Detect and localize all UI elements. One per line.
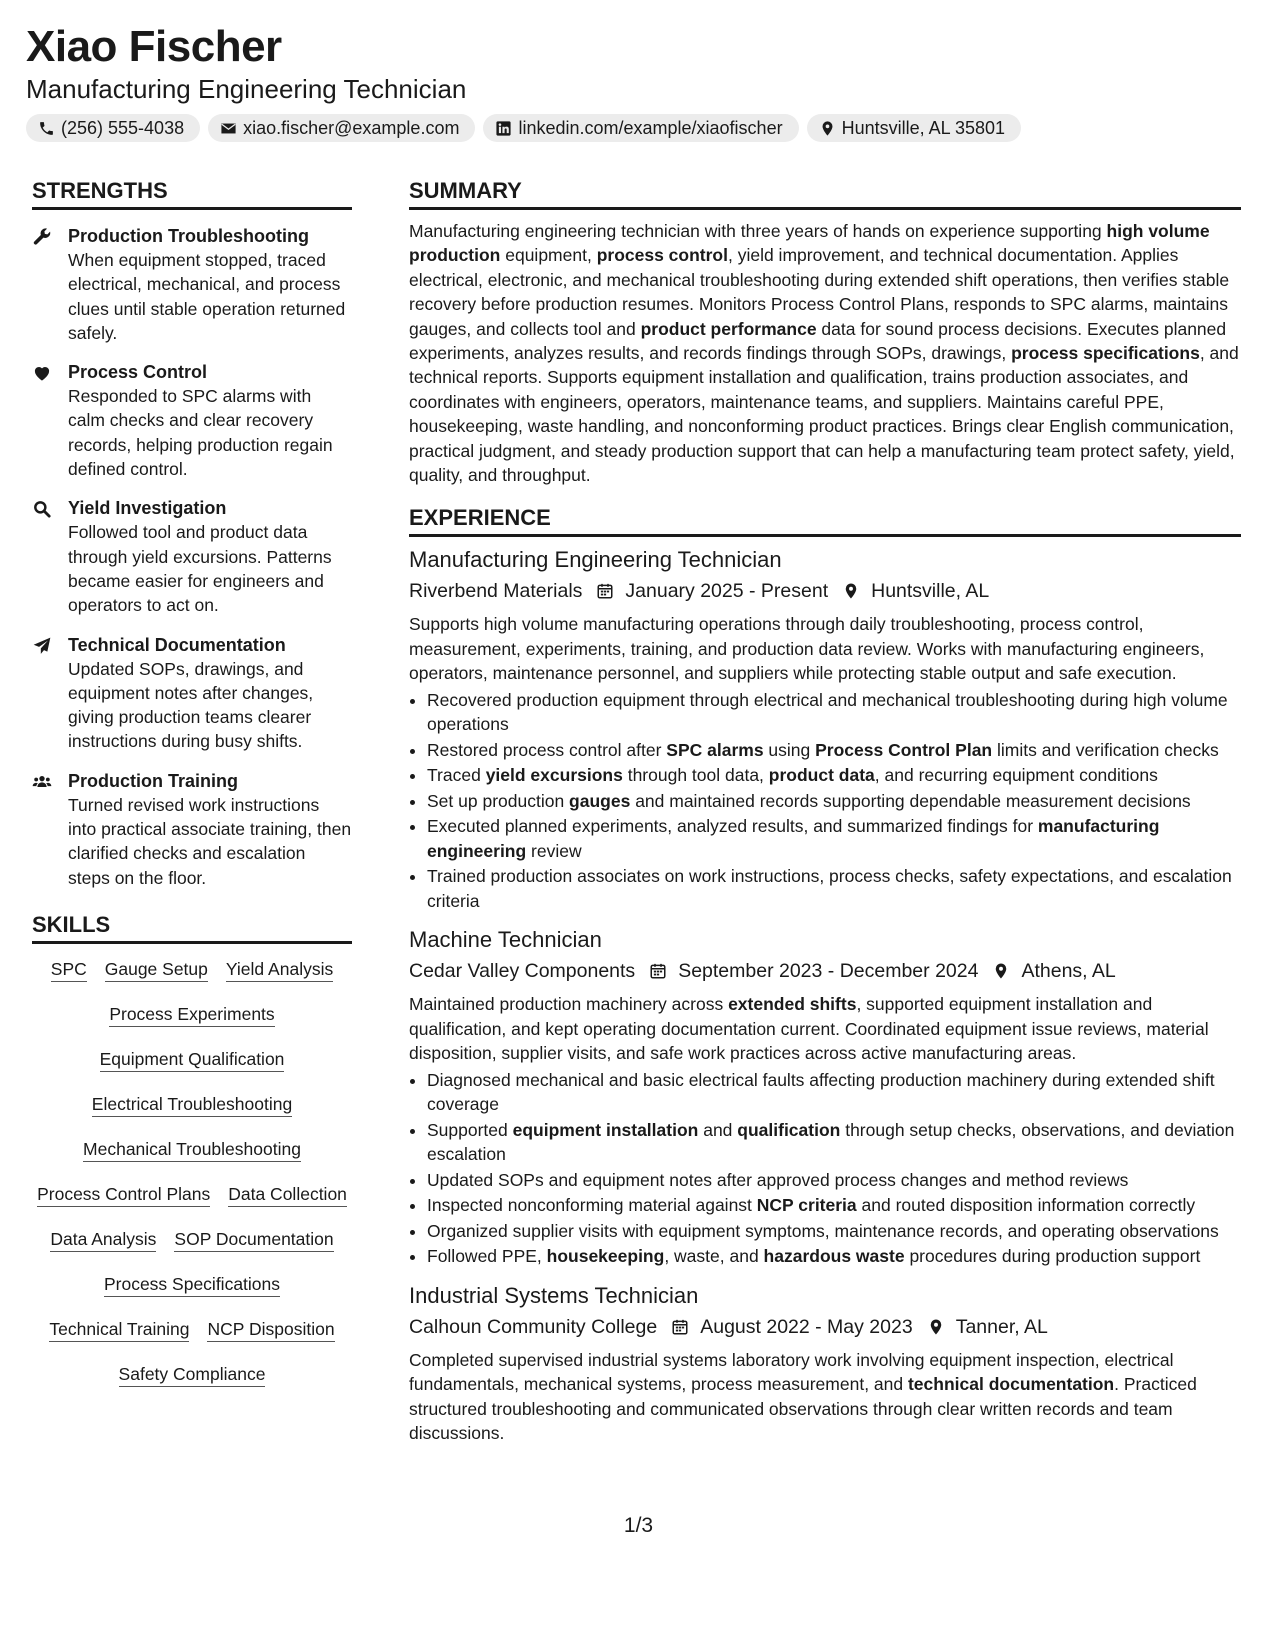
list-item: • Supported equipment installation and qualification through setup checks, observations, and deviation escalation bbox=[427, 1118, 1241, 1167]
job-company: Cedar Valley Components bbox=[409, 960, 636, 983]
job-meta bbox=[409, 1312, 1241, 1342]
list-item: • Organized supplier visits with equipment symptoms, maintenance records, and operating observations bbox=[427, 1219, 1241, 1243]
skill-tag: Process Specifications bbox=[104, 1273, 280, 1297]
job-location: Tanner, AL bbox=[955, 1315, 1048, 1338]
contact-phone-text: (256) 555-4038 bbox=[61, 117, 185, 138]
skill-tag: Process Control Plans bbox=[37, 1183, 210, 1207]
strength-title: Production Troubleshooting bbox=[68, 226, 309, 246]
strengths-heading: STRENGTHS bbox=[32, 178, 352, 210]
job-dates: August 2022 - May 2023 bbox=[700, 1315, 913, 1338]
job-description: Completed supervised industrial systems laboratory work involving equipment inspection, electrical fundamentals, mechanical systems, process measurement, and technical documentation. Practiced structured troubleshooting and communicated observations through clear written records and team discussions. bbox=[409, 1349, 1197, 1443]
paper-plane-icon bbox=[32, 636, 52, 656]
skill-tag: Safety Compliance bbox=[119, 1363, 266, 1387]
job-description: Maintained production machinery across extended shifts, supported equipment installation and qualification, and kept operating documentation current. Coordinated equipment issue reviews, material disposition, supplier visits, and safe work practices across active manufacturing areas. bbox=[409, 994, 1209, 1064]
strength-title: Process Control bbox=[68, 362, 208, 383]
emphasis-text: product performance bbox=[640, 318, 817, 339]
users-icon bbox=[32, 772, 52, 792]
summary-heading: SUMMARY bbox=[409, 178, 1241, 210]
list-item: • Inspected nonconforming material against NCP criteria and routed disposition information correctly bbox=[427, 1193, 1241, 1217]
location-pin-icon bbox=[927, 1318, 945, 1336]
emphasis-text: equipment installation bbox=[512, 1119, 699, 1140]
skill-tag: Data Collection bbox=[228, 1183, 347, 1207]
calendar-icon bbox=[671, 1318, 689, 1336]
emphasis-text: manufacturing engineering bbox=[427, 816, 1160, 861]
job-dates: September 2023 - December 2024 bbox=[678, 960, 979, 983]
job-entry bbox=[409, 925, 1241, 1268]
emphasis-text: qualification bbox=[737, 1119, 841, 1140]
emphasis-text: NCP criteria bbox=[756, 1195, 857, 1216]
candidate-title: Manufacturing Engineering Technician bbox=[26, 74, 467, 104]
strength-title: Production Training bbox=[68, 770, 238, 791]
job-title: Machine Technician bbox=[409, 927, 602, 953]
page-number-text: 1/3 bbox=[623, 1514, 654, 1537]
emphasis-text: extended shifts bbox=[728, 994, 857, 1015]
skill-tag: Yield Analysis bbox=[226, 958, 333, 982]
job-company: Riverbend Materials bbox=[409, 580, 583, 603]
job-bullets bbox=[409, 1068, 1241, 1269]
strength-item bbox=[32, 496, 352, 617]
job-meta bbox=[409, 576, 1241, 606]
job-location: Huntsville, AL bbox=[871, 580, 990, 603]
contact-location bbox=[807, 114, 1021, 142]
job-description: Supports high volume manufacturing operations through daily troubleshooting, process control, measurement, experiments, training, and production data review. Works with manufacturing engineers, operators, maintenance personnel, and suppliers while protecting stable output and safe execution. bbox=[409, 614, 1205, 684]
emphasis-text: yield excursions bbox=[485, 765, 623, 786]
strength-desc: Updated SOPs, drawings, and equipment notes after changes, giving production teams clearer instructions during busy shifts. bbox=[68, 658, 314, 752]
linkedin-icon bbox=[495, 120, 512, 137]
job-entry bbox=[409, 545, 1241, 913]
skill-tag: NCP Disposition bbox=[207, 1318, 334, 1342]
list-item: • Set up production gauges and maintained records supporting dependable measurement decisions bbox=[427, 789, 1241, 813]
skills-heading: SKILLS bbox=[32, 912, 352, 944]
job-dates: January 2025 - Present bbox=[625, 580, 829, 603]
job-bullets bbox=[409, 688, 1241, 914]
emphasis-text: high volume production bbox=[409, 221, 1210, 266]
search-icon bbox=[32, 499, 52, 519]
skill-tag: Mechanical Troubleshooting bbox=[83, 1138, 301, 1162]
skill-tag: Data Analysis bbox=[50, 1228, 156, 1252]
heart-icon bbox=[32, 363, 52, 383]
emphasis-text: technical documentation bbox=[907, 1374, 1115, 1395]
emphasis-text: hazardous waste bbox=[763, 1246, 905, 1267]
contact-phone[interactable] bbox=[26, 114, 200, 142]
contact-location-text: Huntsville, AL 35801 bbox=[841, 117, 1006, 138]
skills-list bbox=[32, 958, 352, 1387]
strength-item bbox=[32, 633, 352, 754]
skill-tag: SPC bbox=[51, 958, 87, 982]
emphasis-text: gauges bbox=[569, 790, 631, 811]
emphasis-text: product data bbox=[768, 765, 875, 786]
summary-text: Manufacturing engineering technician with three years of hands on experience supporting high volume production equipment, process control, yield improvement, and technical documentation. Applies electrical, electronic, and mechanical troubleshooting during extended shift operations, then verifies stable recovery before production resumes. Monitors Process Control Plans, responds to SPC alarms, maintains gauges, and collects tool and product performance data for sound process decisions. Executes planned experiments, analyzes results, and records findings through SOPs, drawings, process specifications, and technical reports. Supports equipment installation and qualification, trains production associates, and coordinates with engineers, operators, maintenance teams, and suppliers. Maintains careful PPE, housekeeping, waste handling, and nonconforming product practices. Brings clear English communication, practical judgment, and steady production support that can help a manufacturing team protect safety, yield, quality, and throughput. bbox=[409, 221, 1239, 486]
list-item: • Followed PPE, housekeeping, waste, and hazardous waste procedures during production support bbox=[427, 1244, 1241, 1268]
list-item: • Updated SOPs and equipment notes after approved process changes and method reviews bbox=[427, 1168, 1241, 1192]
strength-item bbox=[32, 360, 352, 481]
contact-linkedin[interactable] bbox=[483, 114, 798, 142]
strength-item bbox=[32, 224, 352, 345]
location-pin-icon bbox=[842, 582, 860, 600]
skill-tag: Technical Training bbox=[49, 1318, 189, 1342]
location-pin-icon bbox=[992, 962, 1010, 980]
skill-tag: Equipment Qualification bbox=[100, 1048, 285, 1072]
strength-desc: Followed tool and product data through yield excursions. Patterns became easier for engineers and operators to act on. bbox=[68, 522, 332, 616]
candidate-name: Xiao Fischer bbox=[26, 22, 282, 71]
list-item: • Traced yield excursions through tool data, product data, and recurring equipment conditions bbox=[427, 763, 1241, 787]
skill-tag: Gauge Setup bbox=[105, 958, 208, 982]
envelope-icon bbox=[220, 120, 237, 137]
job-title: Manufacturing Engineering Technician bbox=[409, 547, 782, 573]
left-column bbox=[32, 178, 352, 1387]
list-item: • Restored process control after SPC alarms using Process Control Plan limits and verification checks bbox=[427, 738, 1241, 762]
skill-tag: Electrical Troubleshooting bbox=[92, 1093, 292, 1117]
job-meta bbox=[409, 956, 1241, 986]
strength-desc: Turned revised work instructions into practical associate training, then clarified checks and escalation steps on the floor. bbox=[68, 794, 352, 888]
list-item: • Trained production associates on work instructions, process checks, safety expectations, and escalation criteria bbox=[427, 864, 1241, 913]
strength-desc: Responded to SPC alarms with calm checks and clear recovery records, helping production regain defined control. bbox=[68, 386, 333, 480]
contact-email-text: xiao.fischer@example.com bbox=[243, 117, 460, 138]
strength-desc: When equipment stopped, traced electrical, mechanical, and process clues until stable operation returned safely. bbox=[68, 250, 346, 343]
location-pin-icon bbox=[819, 120, 836, 137]
job-title: Industrial Systems Technician bbox=[409, 1282, 699, 1308]
page-number bbox=[0, 1514, 1275, 1538]
contact-email[interactable] bbox=[208, 114, 475, 142]
job-company: Calhoun Community College bbox=[409, 1315, 658, 1338]
emphasis-text: process control bbox=[596, 245, 728, 266]
calendar-icon bbox=[649, 962, 667, 980]
contact-linkedin-text: linkedin.com/example/xiaofischer bbox=[518, 117, 783, 138]
strength-title: Yield Investigation bbox=[68, 498, 227, 519]
phone-icon bbox=[38, 120, 55, 137]
emphasis-text: SPC alarms bbox=[666, 739, 764, 760]
wrench-icon bbox=[32, 227, 52, 247]
skill-tag: Process Experiments bbox=[109, 1003, 274, 1027]
list-item: • Diagnosed mechanical and basic electrical faults affecting production machinery during extended shift coverage bbox=[427, 1068, 1241, 1117]
calendar-icon bbox=[596, 582, 614, 600]
skill-tag: SOP Documentation bbox=[174, 1228, 333, 1252]
list-item: • Executed planned experiments, analyzed results, and summarized findings for manufacturing engineering review bbox=[427, 814, 1241, 863]
emphasis-text: Process Control Plan bbox=[815, 739, 993, 760]
right-column bbox=[409, 178, 1241, 1447]
emphasis-text: process specifications bbox=[1011, 343, 1200, 364]
emphasis-text: housekeeping bbox=[546, 1246, 665, 1267]
strength-item bbox=[32, 769, 352, 890]
strengths-list bbox=[32, 224, 352, 890]
contact-bar bbox=[26, 114, 1021, 142]
strength-title: Technical Documentation bbox=[68, 634, 286, 655]
list-item: • Recovered production equipment through electrical and mechanical troubleshooting during high volume operations bbox=[427, 688, 1241, 737]
job-entry bbox=[409, 1281, 1241, 1446]
job-location: Athens, AL bbox=[1021, 960, 1116, 983]
experience-heading: EXPERIENCE bbox=[409, 505, 1241, 537]
